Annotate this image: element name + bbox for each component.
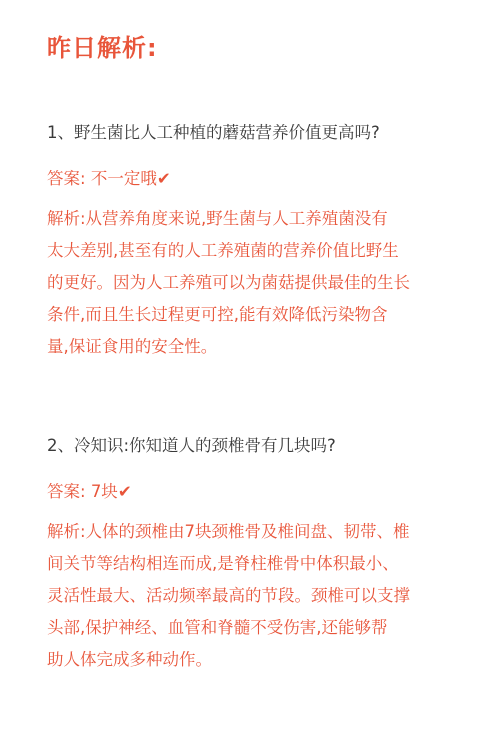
question-2: 2、冷知识:你知道人的颈椎骨有几块吗? [47, 436, 336, 455]
answer-label: 答案: [47, 482, 86, 501]
check-mark-icon: ✔ [156, 169, 171, 188]
answer-1 [47, 165, 171, 189]
answer-label: 答案: [47, 169, 86, 188]
answer-2 [47, 478, 132, 502]
explanation-line: 太大差别,甚至有的人工养殖菌的营养价值比野生 [47, 241, 399, 260]
explanation-line: 解析:人体的颈椎由7块颈椎骨及椎间盘、韧带、椎 [47, 522, 410, 541]
answer-text: 7块 [90, 482, 118, 501]
explanation-line: 的更好。因为人工养殖可以为菌菇提供最佳的生长 [47, 273, 410, 292]
page-title: 昨日解析: [47, 34, 158, 62]
explanation-1 [47, 203, 459, 363]
explanation-line: 头部,保护神经、血管和脊髓不受伤害,还能够帮 [47, 618, 388, 637]
answer-text: 不一定哦 [90, 169, 157, 188]
explanation-line: 助人体完成多种动作。 [47, 650, 212, 669]
explanation-line: 解析:从营养角度来说,野生菌与人工养殖菌没有 [47, 209, 388, 228]
explanation-2 [47, 516, 459, 676]
explanation-line: 灵活性最大、活动频率最高的节段。颈椎可以支撑 [47, 586, 410, 605]
check-mark-icon: ✔ [117, 482, 132, 501]
explanation-line: 条件,而且生长过程更可控,能有效降低污染物含 [47, 305, 388, 324]
question-1: 1、野生菌比人工种植的蘑菇营养价值更高吗? [47, 123, 380, 142]
explanation-line: 量,保证食用的安全性。 [47, 337, 218, 356]
explanation-line: 间关节等结构相连而成,是脊柱椎骨中体积最小、 [47, 554, 399, 573]
